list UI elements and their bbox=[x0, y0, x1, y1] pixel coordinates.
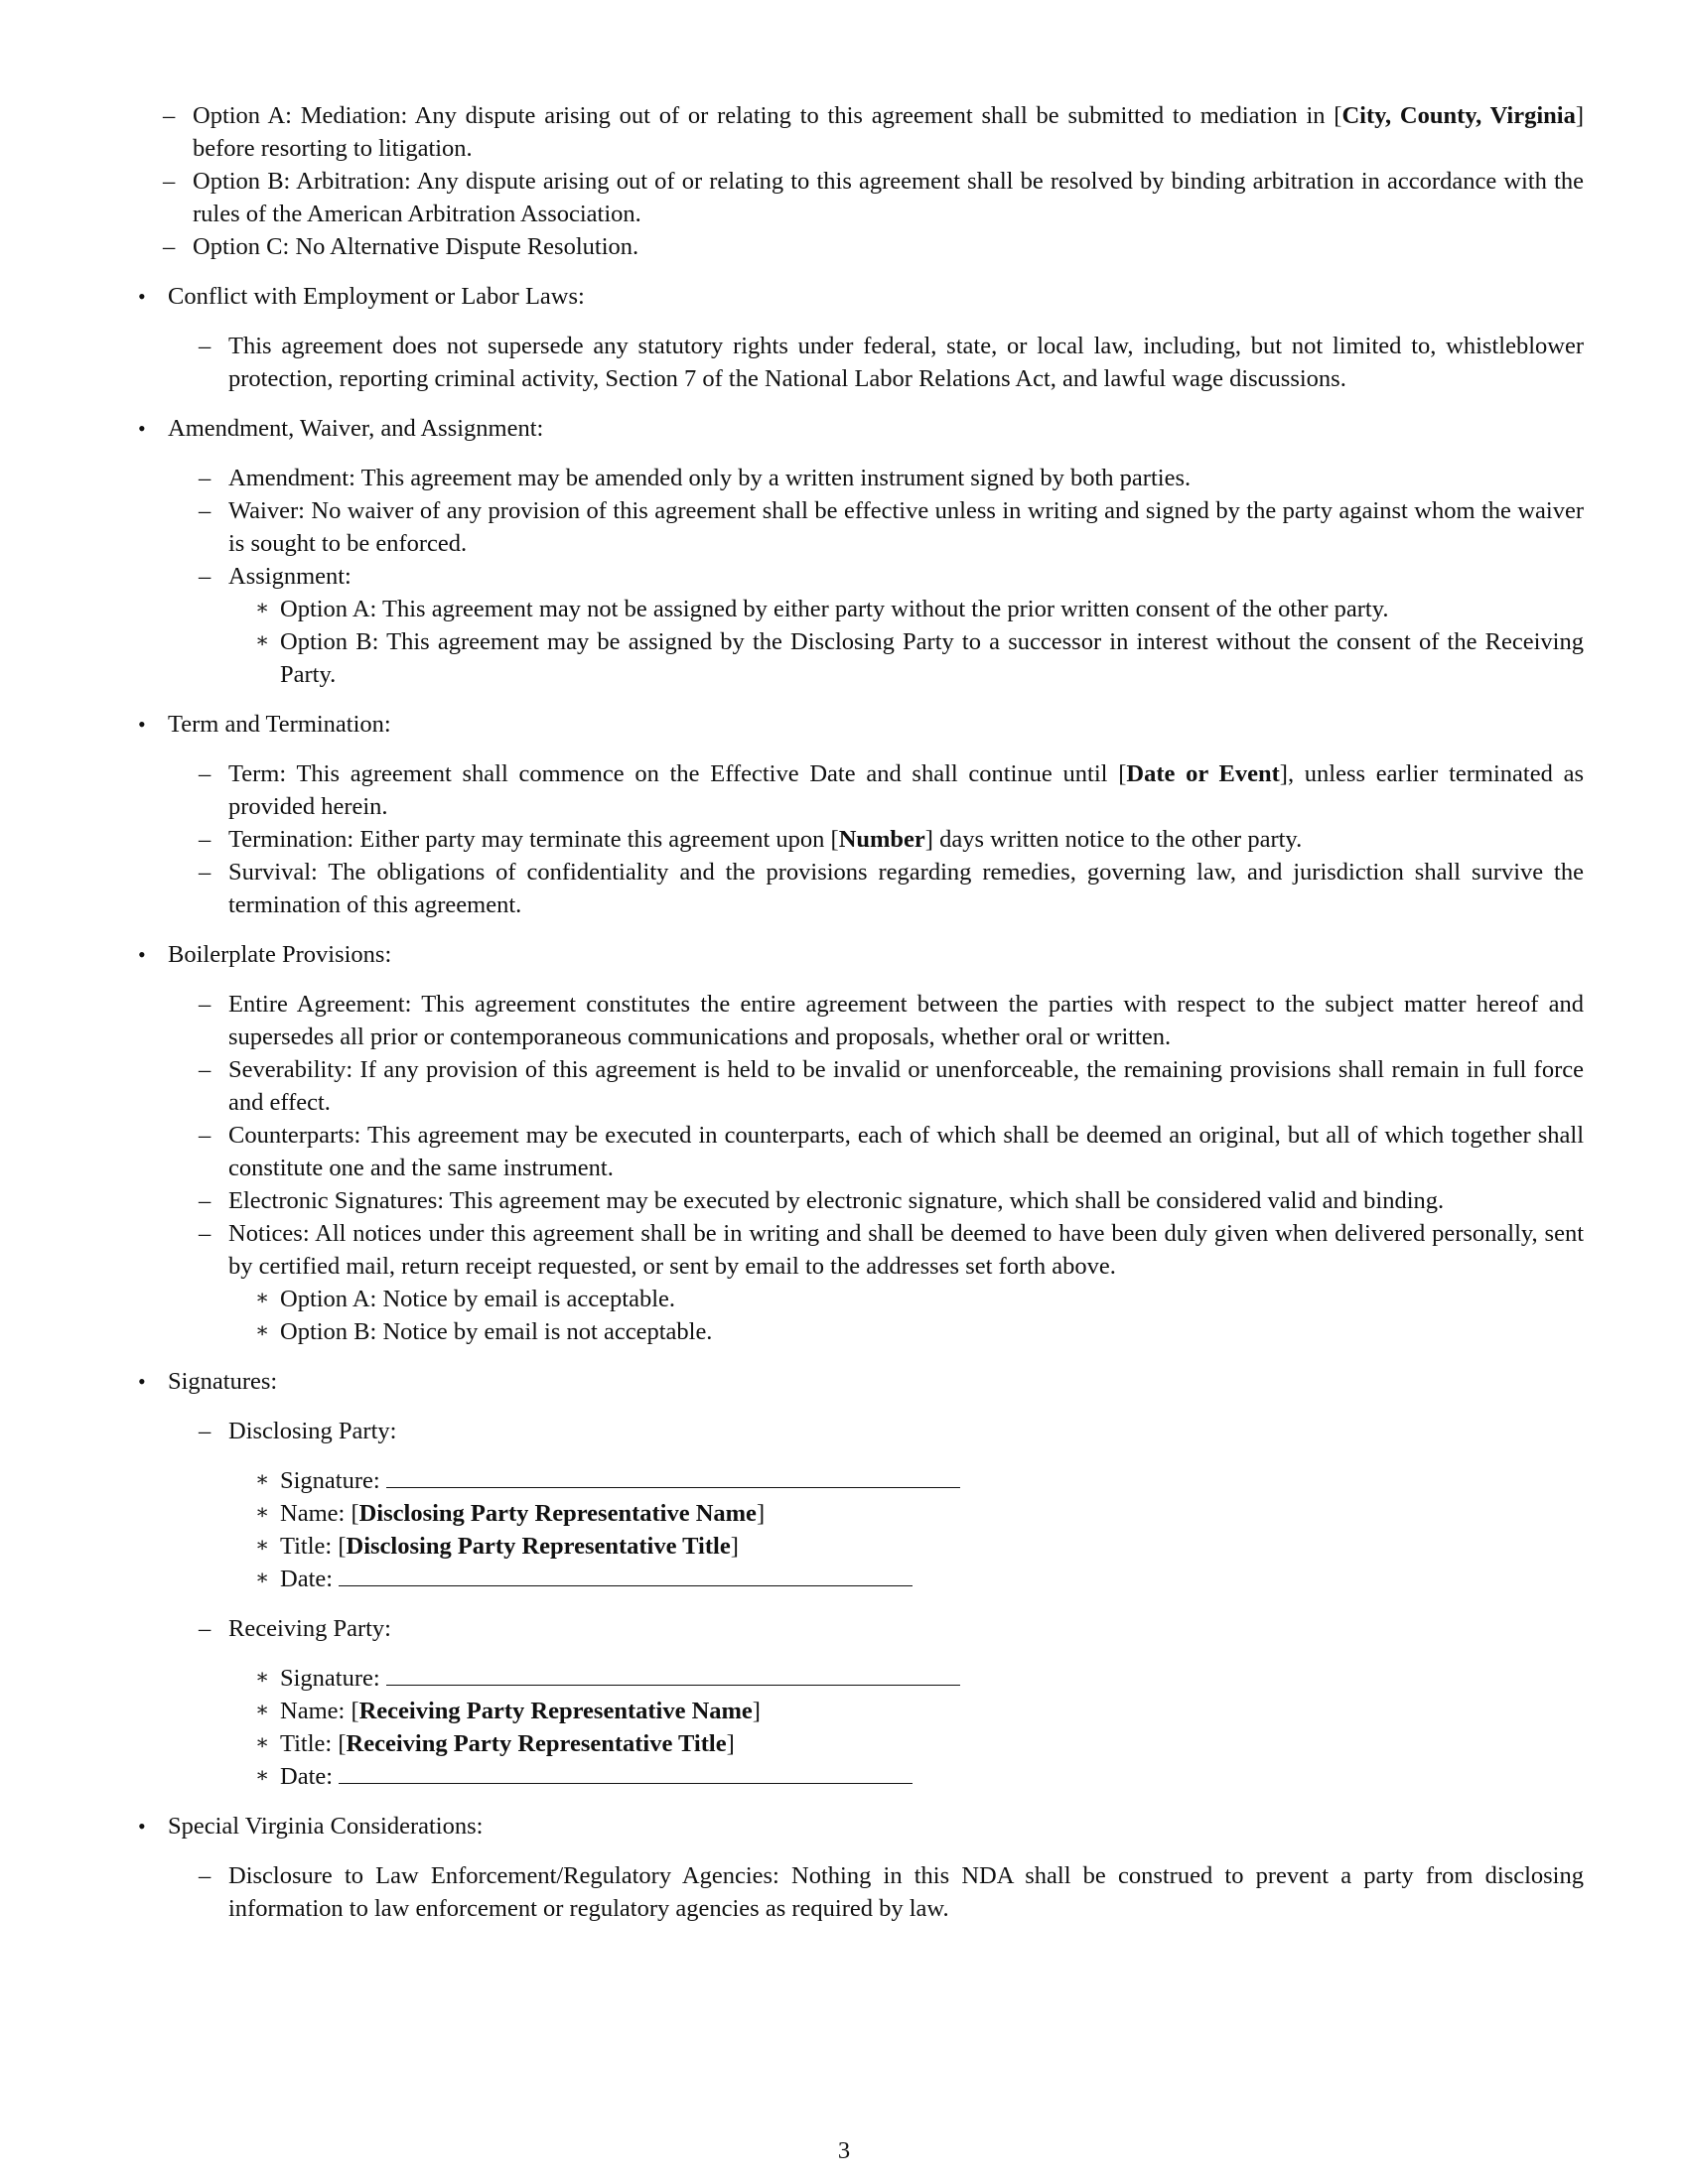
assignment-option-a: ∗ Option A: This agreement may not be assigned by either party without the prior written consent of the other party. bbox=[280, 596, 1389, 622]
section-heading: • Special Virginia Considerations: bbox=[168, 1813, 484, 1840]
conflict-text: – This agreement does not supersede any statutory rights under federal, state, or local law, including, but not limited to, whistleblower protection, reporting criminal activity, Section 7 of the National Labor Relations Act, and lawful wage discussions. bbox=[228, 333, 1584, 392]
list-item bbox=[168, 823, 1584, 856]
list-item bbox=[168, 560, 1584, 691]
date-label: Date: bbox=[280, 1763, 334, 1790]
list-item bbox=[132, 99, 1584, 165]
name-label: Name: bbox=[280, 1698, 346, 1724]
section-conflict bbox=[132, 280, 1584, 395]
disclosing-date-line[interactable] bbox=[339, 1564, 913, 1586]
list-item: ∗ Name: [Receiving Party Representative Name] bbox=[228, 1695, 1584, 1727]
dispute-option-c: – Option C: No Alternative Dispute Resolution. bbox=[193, 233, 639, 260]
section-heading: • Conflict with Employment or Labor Laws: bbox=[168, 283, 585, 310]
list-item bbox=[168, 1859, 1584, 1925]
list-item bbox=[228, 1760, 1584, 1793]
disclosing-party-block bbox=[168, 1415, 1584, 1595]
receiving-name-value: Receiving Party Representative Name bbox=[358, 1698, 753, 1724]
list-item bbox=[168, 856, 1584, 921]
title-label: Title: bbox=[280, 1730, 333, 1757]
list-item bbox=[168, 988, 1584, 1053]
term-text: – Term: This agreement shall commence on the Effective Date and shall continue until [Date or Event], unless earlier terminated as provided herein. bbox=[228, 760, 1584, 820]
list-item bbox=[168, 330, 1584, 395]
receiving-signature-line[interactable] bbox=[386, 1663, 960, 1686]
section-virginia bbox=[132, 1810, 1584, 1925]
section-heading: • Boilerplate Provisions: bbox=[168, 941, 392, 968]
list-item bbox=[168, 1119, 1584, 1184]
list-item bbox=[228, 1563, 1584, 1595]
assignment-option-b: ∗ Option B: This agreement may be assigned by the Disclosing Party to a successor in interest without the consent of the Receiving Party. bbox=[280, 628, 1584, 688]
dispute-options-list bbox=[132, 99, 1584, 263]
list-item bbox=[228, 1662, 1584, 1695]
list-item bbox=[168, 1053, 1584, 1119]
disclosing-party-label: – Disclosing Party: bbox=[228, 1418, 397, 1444]
disclosing-title-value: Disclosing Party Representative Title bbox=[346, 1533, 731, 1560]
section-heading: • Signatures: bbox=[168, 1368, 278, 1395]
section-heading: • Term and Termination: bbox=[168, 711, 391, 738]
severability-text: – Severability: If any provision of this agreement is held to be invalid or unenforceable, the remaining provisions shall remain in full force and effect. bbox=[228, 1056, 1584, 1116]
notice-option-b: ∗ Option B: Notice by email is not acceptable. bbox=[280, 1318, 713, 1345]
list-item bbox=[168, 494, 1584, 560]
name-label: Name: bbox=[280, 1500, 346, 1527]
document-body bbox=[132, 99, 1584, 1925]
list-item bbox=[228, 1315, 1584, 1348]
notices-text: – Notices: All notices under this agreement shall be in writing and shall be deemed to have been duly given when delivered personally, sent by certified mail, return receipt requested, or sent by email to the addresses set forth above. bbox=[228, 1220, 1584, 1280]
title-label: Title: bbox=[280, 1533, 333, 1560]
list-item bbox=[132, 165, 1584, 230]
list-item bbox=[228, 625, 1584, 691]
section-term bbox=[132, 708, 1584, 921]
list-item bbox=[228, 593, 1584, 625]
disclosing-name-value: Disclosing Party Representative Name bbox=[358, 1500, 757, 1527]
list-item: ∗ Name: [Disclosing Party Representative Name] bbox=[228, 1497, 1584, 1530]
section-boilerplate bbox=[132, 938, 1584, 1348]
list-item bbox=[228, 1283, 1584, 1315]
list-item bbox=[132, 230, 1584, 263]
section-heading: • Amendment, Waiver, and Assignment: bbox=[168, 415, 544, 442]
disclosing-signature-line[interactable] bbox=[386, 1465, 960, 1488]
entire-agreement-text: – Entire Agreement: This agreement constitutes the entire agreement between the parties with respect to the subject matter hereof and supersedes all prior or contemporaneous communications and proposals, whether oral or written. bbox=[228, 991, 1584, 1050]
page-number: 3 bbox=[837, 2137, 851, 2164]
list-item bbox=[168, 1217, 1584, 1348]
termination-text: – Termination: Either party may terminate this agreement upon [Number] days written notice to the other party. bbox=[228, 826, 1303, 853]
amendment-text: – Amendment: This agreement may be amended only by a written instrument signed by both parties. bbox=[228, 465, 1192, 491]
list-item: ∗ Title: [Disclosing Party Representative Title] bbox=[228, 1530, 1584, 1563]
list-item: ∗ Title: [Receiving Party Representative Title] bbox=[228, 1727, 1584, 1760]
counterparts-text: – Counterparts: This agreement may be executed in counterparts, each of which shall be deemed an original, but all of which together shall constitute one and the same instrument. bbox=[228, 1122, 1584, 1181]
dispute-option-a: – Option A: Mediation: Any dispute arising out of or relating to this agreement shall be submitted to mediation in [City, County, Virginia] before resorting to litigation. bbox=[193, 102, 1584, 162]
receiving-title-value: Receiving Party Representative Title bbox=[346, 1730, 727, 1757]
list-item bbox=[168, 462, 1584, 494]
date-label: Date: bbox=[280, 1566, 334, 1592]
section-list bbox=[132, 280, 1584, 1925]
waiver-text: – Waiver: No waiver of any provision of this agreement shall be effective unless in writing and signed by the party against whom the waiver is sought to be enforced. bbox=[228, 497, 1584, 557]
dispute-option-b: – Option B: Arbitration: Any dispute arising out of or relating to this agreement shall be resolved by binding arbitration in accordance with the rules of the American Arbitration Association. bbox=[193, 168, 1584, 227]
virginia-disclosure-text: – Disclosure to Law Enforcement/Regulatory Agencies: Nothing in this NDA shall be construed to prevent a party from disclosing information to law enforcement or regulatory agencies as required by law. bbox=[228, 1862, 1584, 1922]
receiving-party-block bbox=[168, 1612, 1584, 1793]
receiving-party-label: – Receiving Party: bbox=[228, 1615, 391, 1642]
signature-label: Signature: bbox=[280, 1665, 380, 1692]
electronic-signatures-text: – Electronic Signatures: This agreement may be executed by electronic signature, which shall be considered valid and binding. bbox=[228, 1187, 1445, 1214]
notice-option-a: ∗ Option A: Notice by email is acceptable. bbox=[280, 1286, 676, 1312]
receiving-date-line[interactable] bbox=[339, 1761, 913, 1784]
assignment-label: – Assignment: bbox=[228, 563, 352, 590]
section-signatures bbox=[132, 1365, 1584, 1793]
signature-label: Signature: bbox=[280, 1467, 380, 1494]
section-amendment bbox=[132, 412, 1584, 691]
list-item bbox=[168, 1184, 1584, 1217]
list-item bbox=[168, 757, 1584, 823]
survival-text: – Survival: The obligations of confidentiality and the provisions regarding remedies, governing law, and jurisdiction shall survive the termination of this agreement. bbox=[228, 859, 1584, 918]
list-item bbox=[228, 1464, 1584, 1497]
